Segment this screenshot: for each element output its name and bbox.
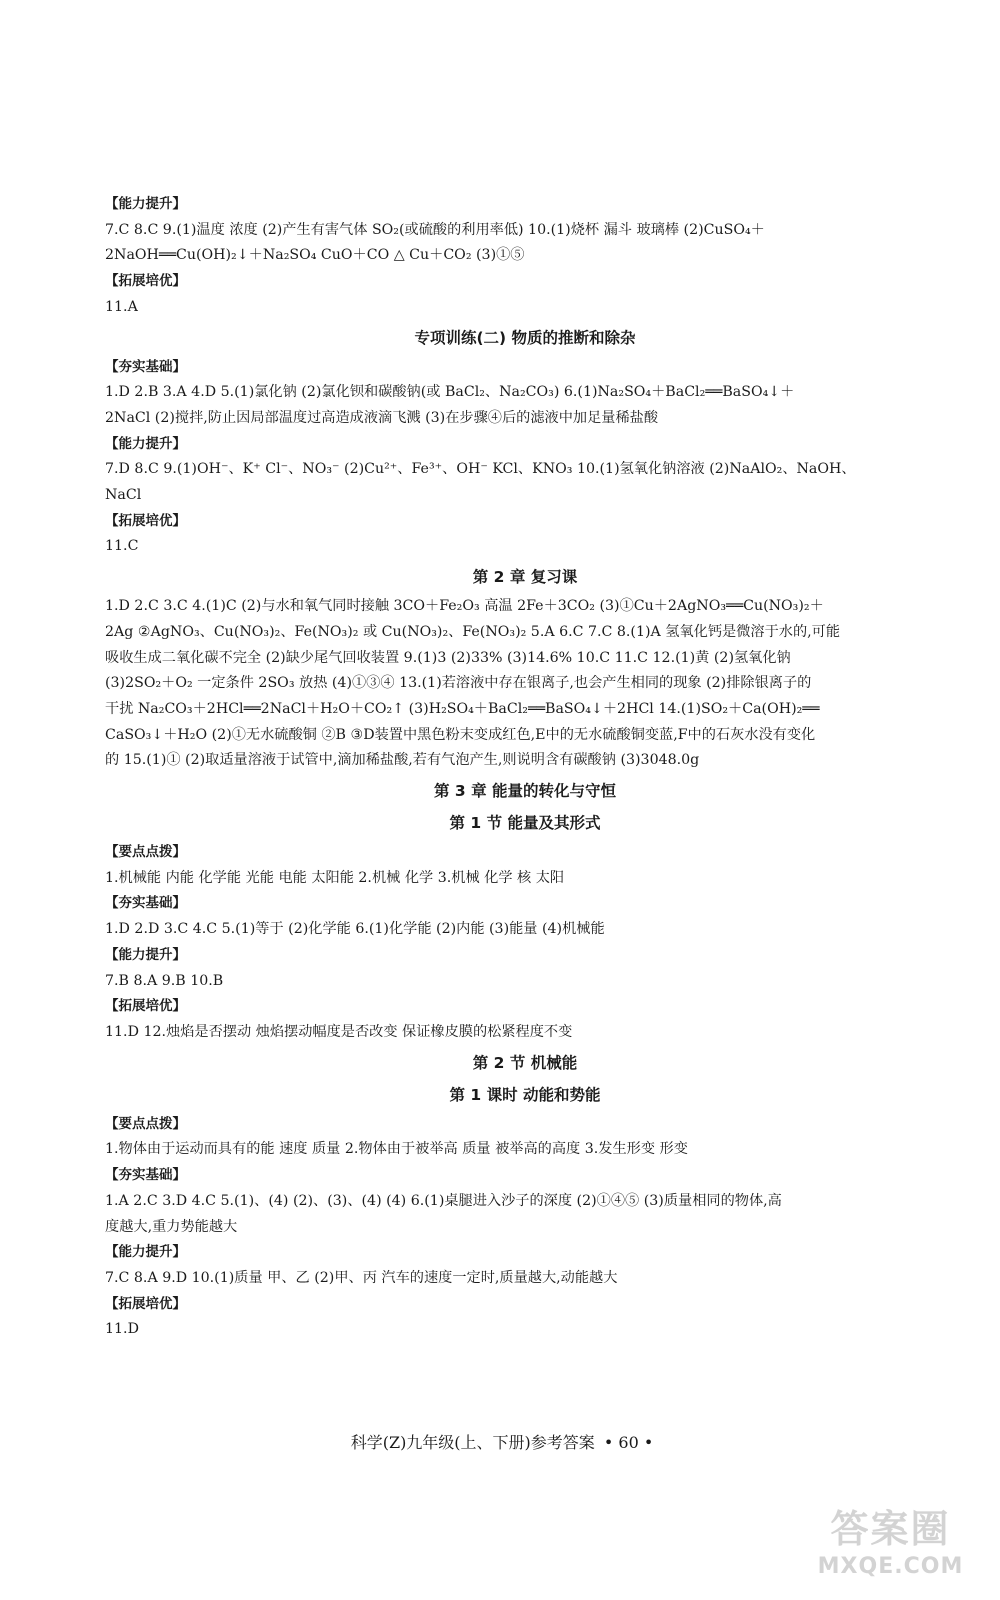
section-tag: 【夯实基础】 [105,358,186,375]
section-tag: 【拓展培优】 [105,512,186,529]
answer-line: 7.D 8.C 9.(1)OH⁻、K⁺ Cl⁻、NO₃⁻ (2)Cu²⁺、Fe³⁺、OH⁻ KCl、KNO₃ 10.(1)氢氧化钠溶液 (2)NaAlO₂、NaOH、 [105,461,856,478]
answer-line: 2NaOH══Cu(OH)₂↓＋Na₂SO₄ CuO＋CO △ Cu＋CO₂ (3)①⑤ [105,247,525,264]
watermark-bottom: MXQE.COM [817,1554,964,1579]
page-footer [0,1430,1000,1453]
answer-line: 11.C [105,538,139,555]
section-heading: 第 2 章 复习课 [472,568,578,587]
section-tag: 【拓展培优】 [105,1295,186,1312]
answer-line: 1.D 2.B 3.A 4.D 5.(1)氯化钠 (2)氯化钡和碳酸钠(或 BaCl₂、Na₂CO₃) 6.(1)Na₂SO₄＋BaCl₂══BaSO₄↓＋ [105,384,795,401]
section-tag: 【能力提升】 [105,196,186,212]
answer-page [105,192,945,1343]
answer-line: 的 15.(1)① (2)取适量溶液于试管中,滴加稀盐酸,若有气泡产生,则说明含有碳酸钠 (3)3048.0g [105,752,700,769]
watermark-top: 答案圈 [830,1507,951,1551]
answer-line: NaCl [105,487,142,504]
section-heading: 第 2 节 机械能 [472,1053,578,1072]
section-heading: 专项训练(二) 物质的推断和除杂 [414,328,636,347]
answer-line: 1.A 2.C 3.D 4.C 5.(1)、(4) (2)、(3)、(4) (4) 6.(1)桌腿进入沙子的深度 (2)①④⑤ (3)质量相同的物体,高 [105,1192,782,1209]
answer-line: (3)2SO₂＋O₂ 一定条件 2SO₃ 放热 (4)①③④ 13.(1)若溶液中存在银离子,也会产生相同的现象 (2)排除银离子的 [105,675,812,692]
answer-line: 干扰 Na₂CO₃＋2HCl══2NaCl＋H₂O＋CO₂↑ (3)H₂SO₄＋BaCl₂══BaSO₄↓＋2HCl 14.(1)SO₂＋Ca(OH)₂══ [105,700,820,717]
answer-line: 2Ag ②AgNO₃、Cu(NO₃)₂、Fe(NO₃)₂ 或 Cu(NO₃)₂、Fe(NO₃)₂ 5.A 6.C 7.C 8.(1)A 氢氧化钙是微溶于水的,可能 [105,623,841,640]
answer-line: 1.D 2.D 3.C 4.C 5.(1)等于 (2)化学能 6.(1)化学能 (2)内能 (3)能量 (4)机械能 [105,921,605,938]
answer-line: 7.B 8.A 9.B 10.B [105,972,224,989]
section-tag: 【能力提升】 [105,435,186,452]
section-tag: 【拓展培优】 [105,273,186,290]
answer-line: 2NaCl (2)搅拌,防止因局部温度过高造成液滴飞溅 (3)在步骤④后的滤液中加足量稀盐酸 [105,409,659,426]
answer-line: 7.C 8.A 9.D 10.(1)质量 甲、乙 (2)甲、丙 汽车的速度一定时,质量越大,动能越大 [105,1269,618,1286]
section-tag: 【要点点拨】 [105,844,186,861]
answer-line: 吸收生成二氧化碳不完全 (2)缺少尾气回收装置 9.(1)3 (2)33% (3)14.6% 10.C 11.C 12.(1)黄 (2)氢氧化钠 [105,649,791,666]
answer-line: 1.机械能 内能 化学能 光能 电能 太阳能 2.机械 化学 3.机械 化学 核 太阳 [105,869,565,886]
section-tag: 【拓展培优】 [105,998,186,1015]
watermark-logo [803,1498,978,1590]
section-tag: 【夯实基础】 [105,895,186,912]
section-heading: 第 1 课时 动能和势能 [449,1085,601,1104]
section-tag: 【要点点拨】 [105,1115,186,1132]
answer-line: 度越大,重力势能越大 [105,1218,238,1235]
section-tag: 【能力提升】 [105,946,186,963]
section-tag: 【夯实基础】 [105,1167,186,1184]
footer-title: 科学(Z)九年级(上、下册)参考答案 [350,1433,595,1452]
answer-line: 1.物体由于运动而具有的能 速度 质量 2.物体由于被举高 质量 被举高的高度 3.发生形变 形变 [105,1141,688,1158]
section-heading: 第 1 节 能量及其形式 [449,814,601,833]
answer-line: 11.A [105,298,138,315]
page-number: • 60 • [603,1433,654,1452]
answer-line: CaSO₃↓＋H₂O (2)①无水硫酸铜 ②B ③D装置中黑色粉末变成红色,E中的无水硫酸铜变蓝,F中的石灰水没有变化 [105,726,816,743]
answer-line: 11.D 12.烛焰是否摆动 烛焰摆动幅度是否改变 保证橡皮膜的松紧程度不变 [105,1023,573,1040]
section-heading: 第 3 章 能量的转化与守恒 [434,782,616,801]
answer-line: 11.D [105,1321,139,1338]
answer-line: 7.C 8.C 9.(1)温度 浓度 (2)产生有害气体 SO₂(或硫酸的利用率低) 10.(1)烧杯 漏斗 玻璃棒 (2)CuSO₄＋ [105,221,765,238]
answer-line: 1.D 2.C 3.C 4.(1)C (2)与水和氧气同时接触 3CO＋Fe₂O₃ 高温 2Fe＋3CO₂ (3)①Cu＋2AgNO₃══Cu(NO₃)₂＋ [105,598,824,615]
section-tag: 【能力提升】 [105,1244,186,1261]
